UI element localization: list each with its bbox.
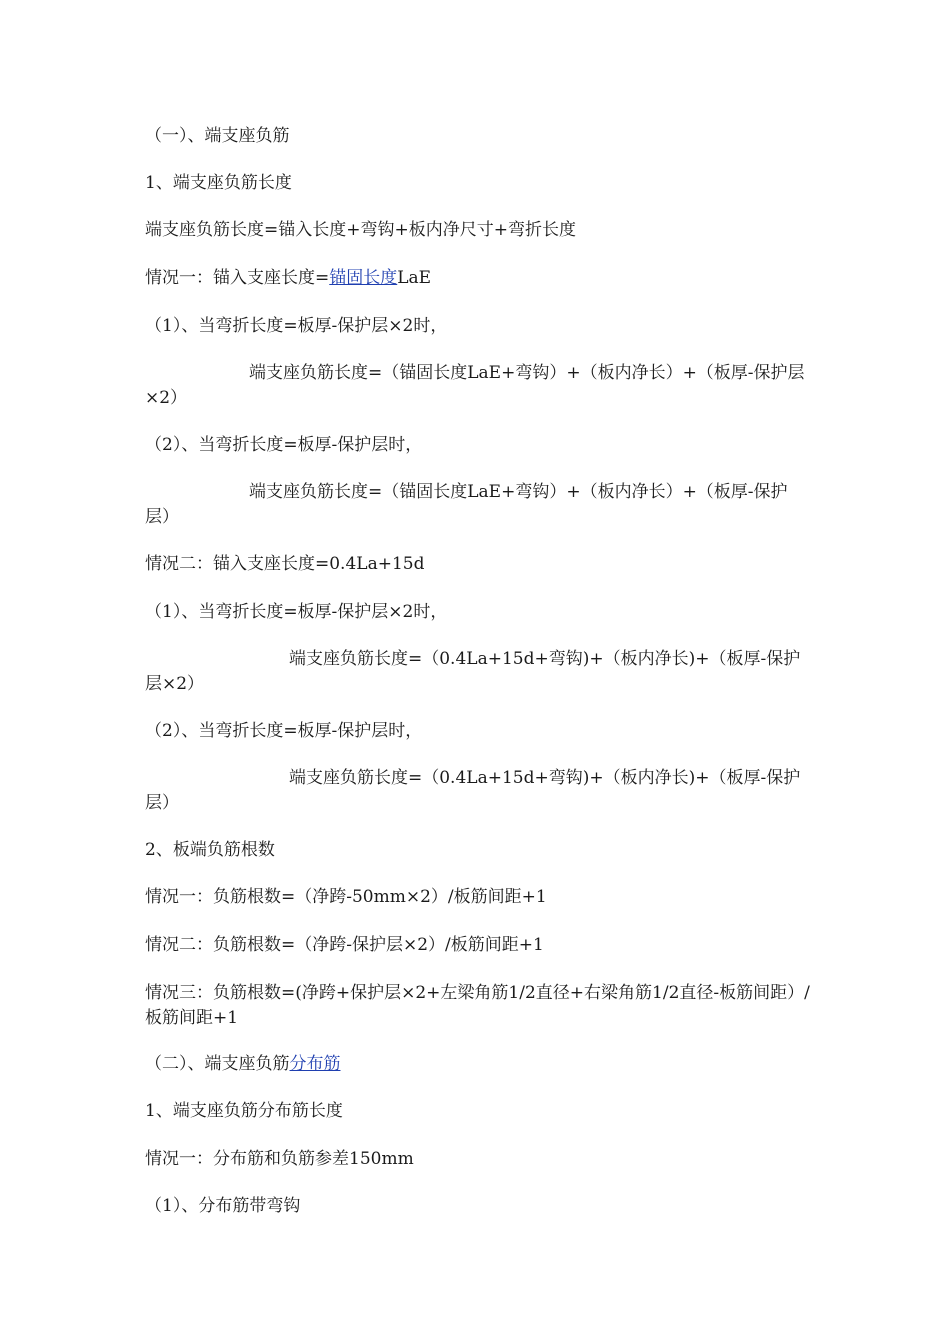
paragraph-formula-2-1: 端支座负筋长度=（0.4La+15d+弯钩)+（板内净长)+（板厚-保护层×2） bbox=[145, 649, 801, 694]
paragraph-case-1-sub-2: （2）、当弯折长度=板厚-保护层时， bbox=[145, 435, 423, 455]
section-heading-1: （一）、端支座负筋 bbox=[145, 126, 290, 146]
paragraph-case-2: 情况二：锚入支座长度=0.4La+15d bbox=[145, 554, 425, 574]
distribution-bar-link[interactable]: 分布筋 bbox=[289, 1054, 341, 1074]
case-1-suffix: LaE bbox=[397, 268, 432, 288]
paragraph-count-case-2: 情况二：负筋根数=（净跨-保护层×2）/板筋间距+1 bbox=[145, 935, 544, 955]
case-1-prefix: 情况一：锚入支座长度= bbox=[145, 268, 330, 288]
subsection-heading-1-1: 1、端支座负筋长度 bbox=[145, 173, 292, 193]
paragraph-count-case-3: 情况三：负筋根数=(净跨+保护层×2+左梁角筋1/2直径+右梁角筋1/2直径-板筋间距）/板筋间距+1 bbox=[145, 983, 810, 1028]
subsection-heading-2-1: 1、端支座负筋分布筋长度 bbox=[145, 1101, 343, 1121]
paragraph-case-2-sub-1: （1）、当弯折长度=板厚-保护层×2时， bbox=[145, 602, 448, 622]
section-2-prefix: （二）、端支座负筋 bbox=[145, 1054, 290, 1074]
anchorage-length-link[interactable]: 锚固长度 bbox=[329, 268, 398, 288]
subsection-heading-2: 2、板端负筋根数 bbox=[145, 840, 275, 860]
paragraph-formula-1-2: 端支座负筋长度=（锚固长度LaE+弯钩）+（板内净长）+（板厚-保护层） bbox=[145, 482, 788, 527]
paragraph-count-case-1: 情况一：负筋根数=（净跨-50mm×2）/板筋间距+1 bbox=[145, 887, 547, 907]
section-heading-2 bbox=[145, 1052, 810, 1077]
paragraph-distribution-case-1-sub-1: （1）、分布筋带弯钩 bbox=[145, 1196, 301, 1216]
paragraph-case-1 bbox=[145, 266, 810, 291]
paragraph-formula-1-1: 端支座负筋长度=（锚固长度LaE+弯钩）+（板内净长）+（板厚-保护层×2） bbox=[145, 363, 805, 408]
paragraph-formula-2-2: 端支座负筋长度=（0.4La+15d+弯钩)+（板内净长)+（板厚-保护层） bbox=[145, 768, 801, 813]
paragraph-formula-definition: 端支座负筋长度=锚入长度+弯钩+板内净尺寸+弯折长度 bbox=[145, 220, 576, 240]
paragraph-distribution-case-1: 情况一：分布筋和负筋参差150mm bbox=[145, 1149, 414, 1169]
paragraph-case-2-sub-2: （2）、当弯折长度=板厚-保护层时， bbox=[145, 721, 423, 741]
paragraph-case-1-sub-1: （1）、当弯折长度=板厚-保护层×2时， bbox=[145, 316, 448, 336]
